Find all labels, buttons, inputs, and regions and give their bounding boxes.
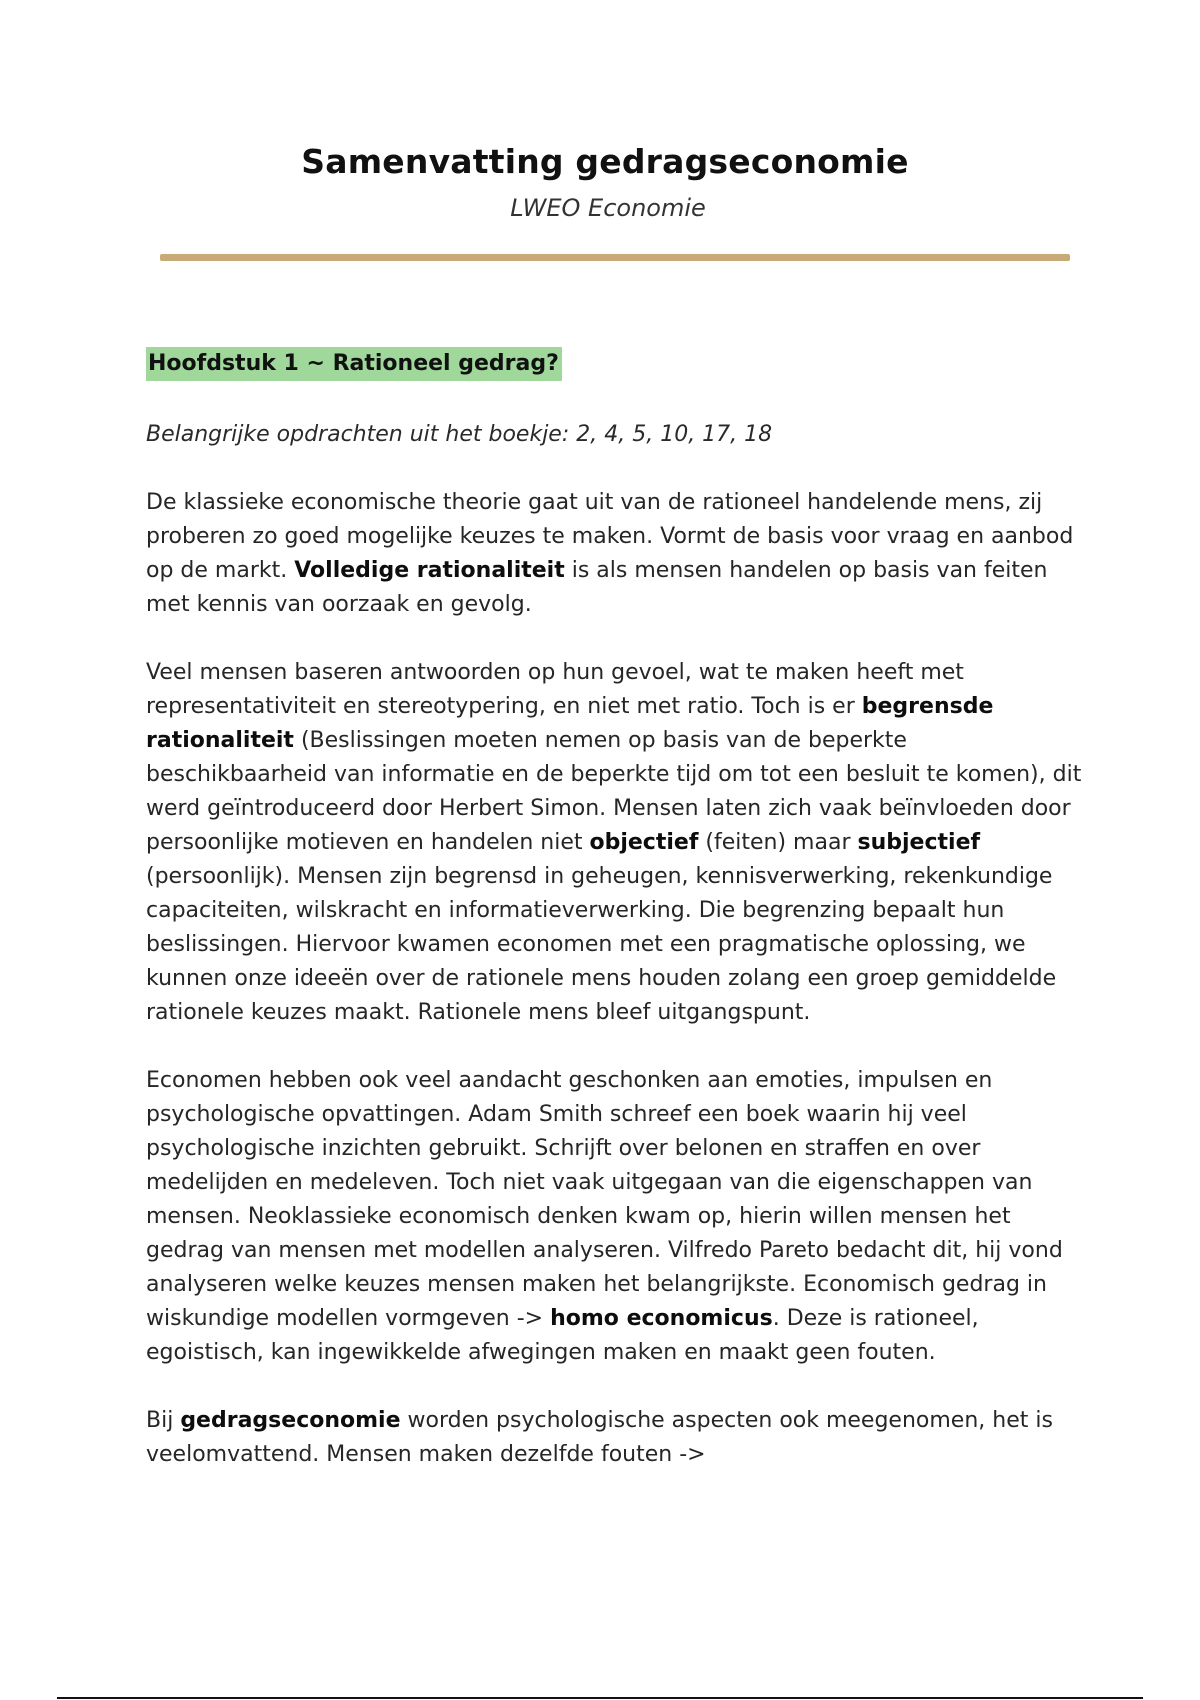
paragraph-gedragseconomie: Bij gedragseconomie worden psychologische aspecten ook meegenomen, het is veelomvattend. Mensen maken dezelfde fouten -> (146, 1408, 1053, 1467)
paragraph-homo-economicus: Economen hebben ook veel aandacht geschonken aan emoties, impulsen en psychologische opvattingen. Adam Smith schreef een boek waarin hij veel psychologische inzichten gebruikt. Schrijft over belonen en straffen en over medelijden en medeleven. Toch niet vaak uitgegaan van die eigenschappen van mensen. Neoklassieke economisch denken kwam op, hierin willen mensen het gedrag van mensen met modellen analyseren. Vilfredo Pareto bedacht dit, hij vond analyseren welke keuzes mensen maken het belangrijkste. Economisch gedrag in wiskundige modellen vormgeven -> homo economicus. Deze is rationeel, egoistisch, kan ingewikkelde afwegingen maken en maakt geen fouten. (146, 1068, 1063, 1365)
term-volledige-rationaliteit: Volledige rationaliteit (294, 558, 565, 583)
important-assignments: Belangrijke opdrachten uit het boekje: 2, 4, 5, 10, 17, 18 (146, 422, 773, 447)
term-subjectief: subjectief (857, 830, 981, 855)
term-begrensde-rationaliteit: begrensde rationaliteit (146, 694, 994, 753)
paragraph-rationality: De klassieke economische theorie gaat uit van de rationeel handelende mens, zij proberen zo goed mogelijke keuzes te maken. Vormt de basis voor vraag en aanbod op de markt. Volledige rationaliteit is als mensen handelen op basis van feiten met kennis van oorzaak en gevolg. (146, 490, 1074, 617)
page-bottom-rule (57, 1697, 1143, 1699)
chapter-heading: Hoofdstuk 1 ~ Rationeel gedrag? (146, 347, 562, 381)
term-gedragseconomie: gedragseconomie (180, 1408, 401, 1433)
term-homo-economicus: homo economicus (550, 1306, 773, 1331)
term-objectief: objectief (589, 830, 699, 855)
title-divider (160, 254, 1070, 261)
document-body (146, 347, 1086, 1472)
paragraph-bounded-rationality: Veel mensen baseren antwoorden op hun gevoel, wat te maken heeft met representativiteit en stereotypering, en niet met ratio. Toch is er begrensde rationaliteit (Beslissingen moeten nemen op basis van de beperkte beschikbaarheid van informatie en de beperkte tijd om tot een besluit te komen), dit werd geïntroduceerd door Herbert Simon. Mensen laten zich vaak beïnvloeden door persoonlijke motieven en handelen niet objectief (feiten) maar subjectief (persoonlijk). Mensen zijn begrensd in geheugen, kennisverwerking, rekenkundige capaciteiten, wilskracht en informatieverwerking. Die begrenzing bepaalt hun beslissingen. Hiervoor kwamen economen met een pragmatische oplossing, we kunnen onze ideeën over de rationele mens houden zolang een groep gemiddelde rationele keuzes maakt. Rationele mens bleef uitgangspunt. (146, 660, 1082, 1025)
document-subtitle: LWEO Economie (510, 194, 706, 222)
document-title: Samenvatting gedragseconomie (301, 142, 909, 181)
